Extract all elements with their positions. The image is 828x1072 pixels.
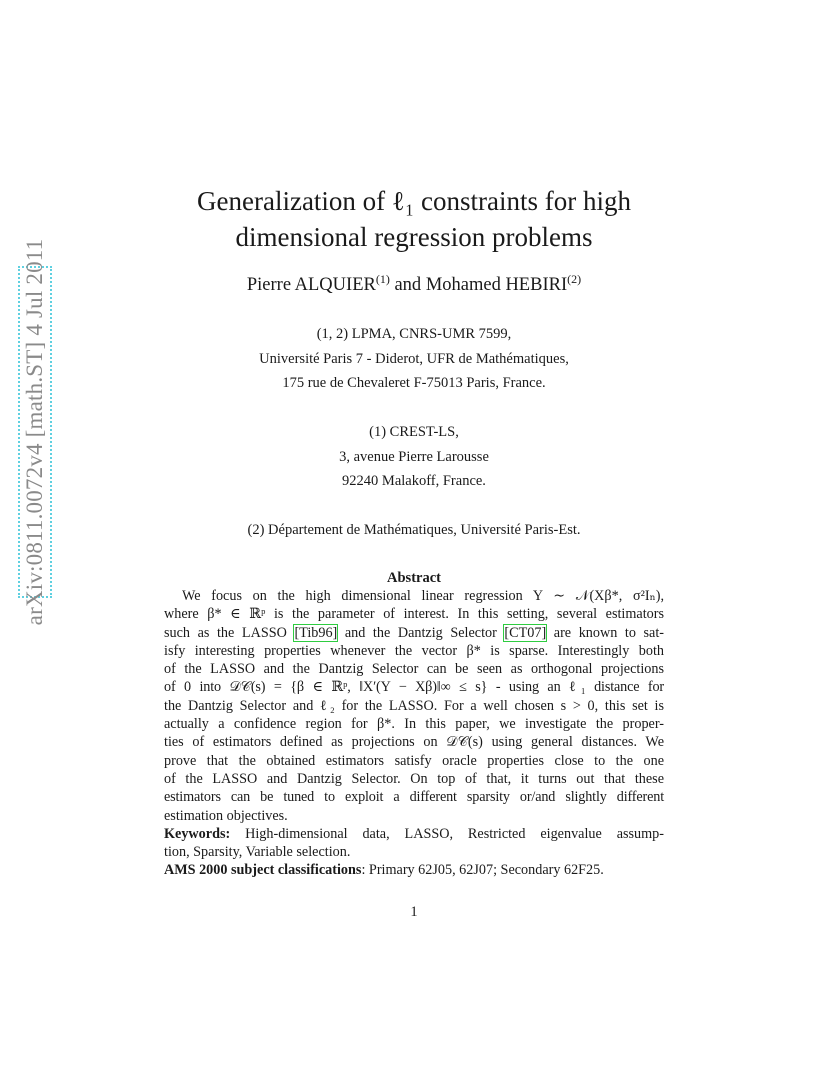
- abstract-line: estimation objectives.: [164, 807, 288, 824]
- abstract-line: estimators can be tuned to exploit a different sparsity or/and slightly different: [164, 789, 664, 806]
- affiliation-line: (2) Département de Mathématiques, Université Paris-Est.: [247, 522, 581, 538]
- affiliation-line: (1) CREST-LS,: [369, 424, 459, 440]
- abstract-line: isfy interesting properties whenever the vector β* is sparse. Interestingly both: [164, 642, 664, 659]
- affiliation-line: 92240 Malakoff, France.: [342, 473, 486, 489]
- author-name-1: Pierre ALQUIER: [246, 275, 376, 295]
- paper-title: [0, 183, 828, 255]
- abstract-line: We focus on the high dimensional linear regression Y ∼ 𝒩(Xβ*, σ²Iₙ),: [182, 588, 665, 604]
- affiliation-line: Université Paris 7 - Diderot, UFR de Mathématiques,: [259, 350, 569, 367]
- ams-label: AMS 2000 subject classifications: [164, 862, 362, 879]
- affiliation-block-1: [0, 322, 828, 396]
- page-number: 1: [410, 904, 418, 920]
- author-affiliation-mark-2: (2): [567, 272, 582, 286]
- ams-classification-line: [164, 861, 664, 879]
- abstract-line-with-citations: [164, 624, 664, 642]
- abstract-line: the Dantzig Selector and ℓ₂ for the LASSO. For a well chosen s > 0, this set is: [164, 697, 664, 714]
- abstract-line: of 0 into 𝒟𝒞(s) = {β ∈ ℝᵖ, ‖X′(Y − Xβ)‖∞ ≤ s} - using an ℓ₁ distance for: [164, 679, 664, 696]
- keywords-line-continued: tion, Sparsity, Variable selection.: [164, 844, 351, 861]
- arxiv-stamp-text: arXiv:0811.0072v4 [math.ST] 4 Jul 2011: [22, 238, 47, 626]
- affiliation-block-2: [0, 420, 828, 494]
- keywords-label: Keywords:: [164, 825, 231, 842]
- abstract-line: actually a confidence region for β*. In this paper, we investigate the proper-: [164, 716, 664, 733]
- author-affiliation-mark-1: (1): [375, 272, 390, 286]
- title-line-2: dimensional regression problems: [235, 222, 593, 252]
- keywords-text: High-dimensional data, LASSO, Restricted eigenvalue assump-: [230, 825, 664, 842]
- abstract-text: such as the LASSO: [164, 624, 295, 641]
- affiliation-line: 175 rue de Chevaleret F-75013 Paris, France.: [282, 375, 546, 391]
- abstract-line: of the LASSO and the Dantzig Selector can be seen as orthogonal projections: [164, 661, 664, 678]
- abstract-line: prove that the obtained estimators satisfy oracle properties close to the one: [164, 752, 664, 769]
- keywords-line: [164, 825, 664, 843]
- abstract-line: of the LASSO and Dantzig Selector. On top of that, it turns out that these: [164, 770, 664, 787]
- affiliation-line: 3, avenue Pierre Larousse: [339, 448, 489, 465]
- ams-text: : Primary 62J05, 62J07; Secondary 62F25.: [361, 862, 604, 879]
- citation-link-ct07[interactable]: [CT07]: [504, 624, 547, 641]
- abstract-body: [164, 587, 664, 880]
- abstract-heading: Abstract: [387, 570, 441, 586]
- abstract-line: ties of estimators defined as projections on 𝒟𝒞(s) using general distances. We: [164, 734, 664, 751]
- citation-link-tib96[interactable]: [Tib96]: [294, 624, 338, 641]
- author-list: [0, 272, 828, 296]
- abstract-line: where β* ∈ ℝᵖ is the parameter of interest. In this setting, several estimators: [164, 606, 664, 623]
- affiliation-line: (1, 2) LPMA, CNRS-UMR 7599,: [316, 326, 512, 342]
- author-conjunction: and: [394, 275, 422, 295]
- affiliation-block-3: [0, 518, 828, 543]
- abstract-text: and the Dantzig Selector: [337, 624, 505, 641]
- abstract-text: are known to sat-: [546, 624, 664, 641]
- author-name-2: Mohamed HEBIRI: [425, 275, 568, 295]
- title-line-1: Generalization of ℓ₁ constraints for high: [197, 186, 631, 216]
